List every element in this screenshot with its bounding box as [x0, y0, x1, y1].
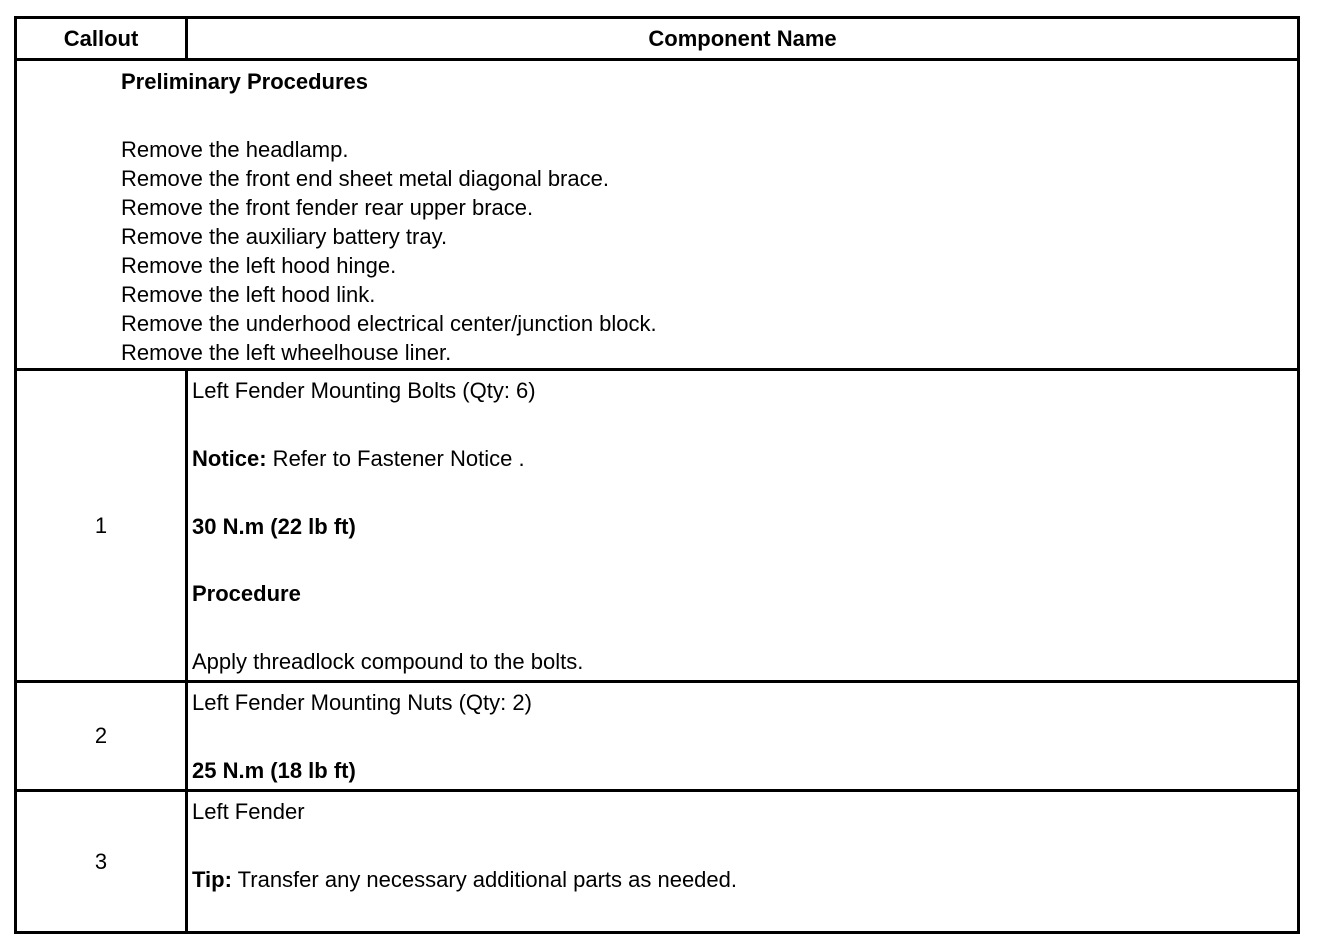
- tip-text: Transfer any necessary additional parts as needed.: [231, 867, 737, 892]
- callout-number: 3: [94, 848, 108, 874]
- preliminary-step: Remove the underhood electrical center/junction block.: [121, 311, 657, 336]
- table-row: [17, 683, 1297, 789]
- notice-label: Notice:: [192, 446, 267, 471]
- preliminary-step: Remove the front fender rear upper brace.: [121, 195, 534, 220]
- preliminary-step: Remove the left hood hinge.: [121, 253, 397, 278]
- procedure-text: Apply threadlock compound to the bolts.: [192, 649, 584, 674]
- notice-text: Refer to Fastener Notice .: [266, 446, 525, 471]
- component-name: Left Fender: [192, 799, 305, 824]
- tip-line: [192, 865, 737, 894]
- preliminary-procedures-section: [17, 61, 1297, 368]
- preliminary-step: Remove the left hood link.: [121, 282, 376, 307]
- column-divider: [185, 683, 188, 789]
- preliminary-step: Remove the left wheelhouse liner.: [121, 340, 452, 365]
- preliminary-step: Remove the front end sheet metal diagonal brace.: [121, 166, 609, 191]
- procedure-label: Procedure: [192, 581, 301, 606]
- component-name: Left Fender Mounting Bolts (Qty: 6): [192, 378, 536, 403]
- tip-label: Tip:: [192, 867, 232, 892]
- torque-spec: 30 N.m (22 lb ft): [192, 514, 356, 539]
- preliminary-step: Remove the headlamp.: [121, 137, 349, 162]
- callout-number: 2: [94, 723, 108, 748]
- table-row: [17, 792, 1297, 931]
- callout-number: 1: [94, 512, 108, 538]
- table-row: [17, 371, 1297, 680]
- callout-column-header: Callout: [63, 25, 139, 51]
- preliminary-title: Preliminary Procedures: [121, 69, 369, 94]
- component-name-column-header: Component Name: [648, 25, 837, 51]
- preliminary-step: Remove the auxiliary battery tray.: [121, 224, 448, 249]
- torque-spec: 25 N.m (18 lb ft): [192, 758, 356, 783]
- component-table: [14, 16, 1300, 934]
- table-header: [17, 19, 1297, 58]
- column-divider: [185, 792, 188, 931]
- notice-line: [192, 444, 525, 473]
- component-name: Left Fender Mounting Nuts (Qty: 2): [192, 690, 532, 715]
- column-divider: [185, 371, 188, 680]
- column-divider: [185, 19, 188, 58]
